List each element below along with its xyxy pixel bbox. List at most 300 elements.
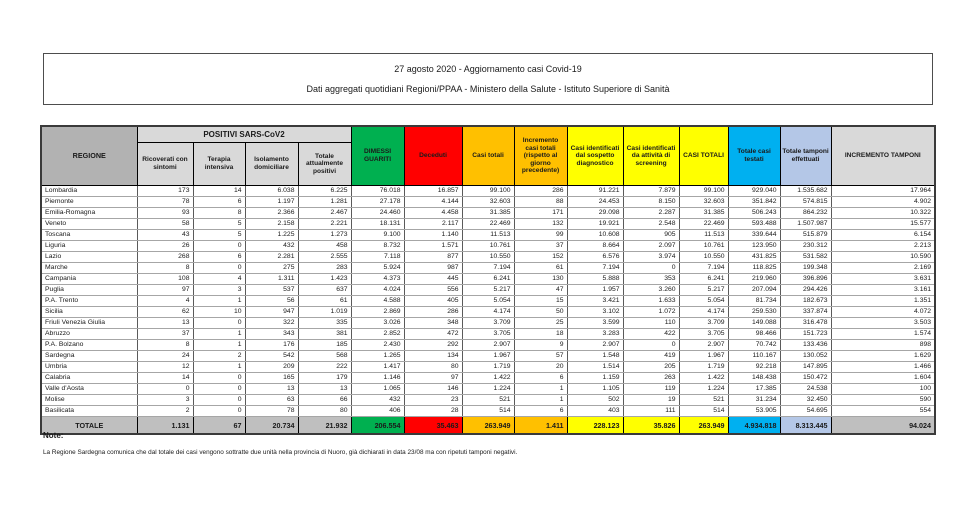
value-cell: 877 <box>404 252 462 263</box>
value-cell: 3 <box>193 285 245 296</box>
value-cell: 91.221 <box>567 186 623 197</box>
value-cell: 29.098 <box>567 208 623 219</box>
value-cell: 406 <box>351 406 404 417</box>
value-cell: 1 <box>514 395 567 406</box>
value-cell: 4.174 <box>679 307 728 318</box>
value-cell: 8 <box>137 263 193 274</box>
table-row <box>41 406 935 417</box>
value-cell: 1.466 <box>831 362 935 373</box>
value-cell: 1.719 <box>462 362 514 373</box>
value-cell: 351.842 <box>728 197 780 208</box>
value-cell: 56 <box>245 296 298 307</box>
column-header-isolamento: Isolamento domiciliare <box>245 143 298 186</box>
value-cell: 76.018 <box>351 186 404 197</box>
value-cell: 21.932 <box>298 417 351 435</box>
value-cell: 93 <box>137 208 193 219</box>
value-cell: 99.100 <box>462 186 514 197</box>
value-cell: 2.221 <box>298 219 351 230</box>
region-cell: Campania <box>41 274 137 285</box>
value-cell: 286 <box>404 307 462 318</box>
region-cell: Calabria <box>41 373 137 384</box>
value-cell: 80 <box>404 362 462 373</box>
value-cell: 66 <box>298 395 351 406</box>
value-cell: 515.879 <box>780 230 831 241</box>
value-cell: 5.054 <box>679 296 728 307</box>
value-cell: 17.385 <box>728 384 780 395</box>
value-cell: 9 <box>514 340 567 351</box>
value-cell: 81.734 <box>728 296 780 307</box>
value-cell: 1.957 <box>567 285 623 296</box>
table-row <box>41 263 935 274</box>
value-cell: 2.366 <box>245 208 298 219</box>
value-cell: 27.178 <box>351 197 404 208</box>
value-cell: 207.094 <box>728 285 780 296</box>
value-cell: 1.411 <box>514 417 567 435</box>
value-cell: 396.896 <box>780 274 831 285</box>
value-cell: 133.436 <box>780 340 831 351</box>
value-cell: 0 <box>193 395 245 406</box>
value-cell: 348 <box>404 318 462 329</box>
value-cell: 24.453 <box>567 197 623 208</box>
value-cell: 514 <box>679 406 728 417</box>
value-cell: 283 <box>298 263 351 274</box>
value-cell: 173 <box>137 186 193 197</box>
value-cell: 1.105 <box>567 384 623 395</box>
value-cell: 1.719 <box>679 362 728 373</box>
value-cell: 24 <box>137 351 193 362</box>
value-cell: 88 <box>514 197 567 208</box>
value-cell: 12 <box>137 362 193 373</box>
value-cell: 1.225 <box>245 230 298 241</box>
value-cell: 32.603 <box>462 197 514 208</box>
column-header-totale-casi-testati: Totale casi testati <box>728 126 780 186</box>
region-cell: Toscana <box>41 230 137 241</box>
region-cell: Valle d'Aosta <box>41 384 137 395</box>
table-row <box>41 285 935 296</box>
value-cell: 2.869 <box>351 307 404 318</box>
value-cell: 10.550 <box>462 252 514 263</box>
region-cell: Umbria <box>41 362 137 373</box>
region-cell: Sardegna <box>41 351 137 362</box>
value-cell: 4.458 <box>404 208 462 219</box>
value-cell: 31.385 <box>679 208 728 219</box>
value-cell: 6 <box>514 406 567 417</box>
value-cell: 0 <box>193 318 245 329</box>
table-row <box>41 230 935 241</box>
value-cell: 37 <box>514 241 567 252</box>
region-cell: Lombardia <box>41 186 137 197</box>
value-cell: 5 <box>193 219 245 230</box>
value-cell: 2.555 <box>298 252 351 263</box>
value-cell: 542 <box>245 351 298 362</box>
value-cell: 7.879 <box>623 186 679 197</box>
value-cell: 1.131 <box>137 417 193 435</box>
value-cell: 10.550 <box>679 252 728 263</box>
value-cell: 1.146 <box>351 373 404 384</box>
value-cell: 11.513 <box>462 230 514 241</box>
value-cell: 8 <box>137 340 193 351</box>
value-cell: 3.705 <box>679 329 728 340</box>
value-cell: 78 <box>245 406 298 417</box>
value-cell: 22.469 <box>679 219 728 230</box>
value-cell: 335 <box>298 318 351 329</box>
table-row <box>41 208 935 219</box>
value-cell: 574.815 <box>780 197 831 208</box>
value-cell: 3.102 <box>567 307 623 318</box>
value-cell: 554 <box>831 406 935 417</box>
value-cell: 1.548 <box>567 351 623 362</box>
value-cell: 1 <box>193 340 245 351</box>
value-cell: 2.548 <box>623 219 679 230</box>
report-subtitle: Dati aggregati quotidiani Regioni/PPAA - Ministero della Salute - Istituto Superiore di Sanità <box>306 84 670 94</box>
value-cell: 6.241 <box>462 274 514 285</box>
value-cell: 0 <box>137 384 193 395</box>
value-cell: 97 <box>404 373 462 384</box>
value-cell: 43 <box>137 230 193 241</box>
value-cell: 4.174 <box>462 307 514 318</box>
region-cell: Piemonte <box>41 197 137 208</box>
column-group-header-positivi: POSITIVI SARS-CoV2 <box>137 126 351 143</box>
value-cell: 6.225 <box>298 186 351 197</box>
value-cell: 10 <box>193 307 245 318</box>
value-cell: 28 <box>404 406 462 417</box>
value-cell: 4.902 <box>831 197 935 208</box>
value-cell: 130.052 <box>780 351 831 362</box>
value-cell: 179 <box>298 373 351 384</box>
table-row <box>41 329 935 340</box>
value-cell: 8.732 <box>351 241 404 252</box>
value-cell: 228.123 <box>567 417 623 435</box>
value-cell: 80 <box>298 406 351 417</box>
value-cell: 53.905 <box>728 406 780 417</box>
value-cell: 292 <box>404 340 462 351</box>
table-row <box>41 274 935 285</box>
table-row <box>41 197 935 208</box>
value-cell: 11.513 <box>679 230 728 241</box>
value-cell: 3.161 <box>831 285 935 296</box>
value-cell: 10.322 <box>831 208 935 219</box>
table-row <box>41 351 935 362</box>
value-cell: 17.964 <box>831 186 935 197</box>
value-cell: 316.478 <box>780 318 831 329</box>
value-cell: 25 <box>514 318 567 329</box>
value-cell: 5.217 <box>462 285 514 296</box>
value-cell: 2.213 <box>831 241 935 252</box>
value-cell: 405 <box>404 296 462 307</box>
table-row <box>41 219 935 230</box>
value-cell: 1.507.987 <box>780 219 831 230</box>
value-cell: 263.949 <box>679 417 728 435</box>
value-cell: 2.907 <box>567 340 623 351</box>
value-cell: 3.709 <box>679 318 728 329</box>
note-text: La Regione Sardegna comunica che dal totale dei casi vengono sottratte due unità nella provincia di Nuoro, già dichiarati in data 23/08 ma con ripetuti tamponi negativi. <box>43 449 518 456</box>
value-cell: 147.895 <box>780 362 831 373</box>
value-cell: 1.224 <box>679 384 728 395</box>
value-cell: 6.241 <box>679 274 728 285</box>
value-cell: 47 <box>514 285 567 296</box>
value-cell: 0 <box>623 263 679 274</box>
value-cell: 2 <box>137 406 193 417</box>
value-cell: 0 <box>193 241 245 252</box>
value-cell: 2.430 <box>351 340 404 351</box>
value-cell: 16.857 <box>404 186 462 197</box>
value-cell: 3.974 <box>623 252 679 263</box>
value-cell: 99.100 <box>679 186 728 197</box>
value-cell: 432 <box>245 241 298 252</box>
value-cell: 521 <box>462 395 514 406</box>
value-cell: 6.038 <box>245 186 298 197</box>
value-cell: 5.924 <box>351 263 404 274</box>
value-cell: 1.571 <box>404 241 462 252</box>
value-cell: 4 <box>137 296 193 307</box>
value-cell: 130 <box>514 274 567 285</box>
value-cell: 108 <box>137 274 193 285</box>
value-cell: 0 <box>193 373 245 384</box>
value-cell: 20 <box>514 362 567 373</box>
value-cell: 50 <box>514 307 567 318</box>
value-cell: 3.709 <box>462 318 514 329</box>
value-cell: 8.313.445 <box>780 417 831 435</box>
value-cell: 1.159 <box>567 373 623 384</box>
value-cell: 3 <box>137 395 193 406</box>
value-cell: 4.024 <box>351 285 404 296</box>
total-row <box>41 417 935 435</box>
value-cell: 353 <box>623 274 679 285</box>
value-cell: 458 <box>298 241 351 252</box>
value-cell: 5.054 <box>462 296 514 307</box>
report-title: 27 agosto 2020 - Aggiornamento casi Covid-19 <box>394 64 582 74</box>
value-cell: 1.967 <box>462 351 514 362</box>
value-cell: 593.488 <box>728 219 780 230</box>
value-cell: 222 <box>298 362 351 373</box>
value-cell: 521 <box>679 395 728 406</box>
value-cell: 10.761 <box>462 241 514 252</box>
table-body <box>41 186 935 435</box>
value-cell: 0 <box>623 340 679 351</box>
value-cell: 339.644 <box>728 230 780 241</box>
value-cell: 1.311 <box>245 274 298 285</box>
value-cell: 5.888 <box>567 274 623 285</box>
value-cell: 6.154 <box>831 230 935 241</box>
table-row <box>41 362 935 373</box>
value-cell: 67 <box>193 417 245 435</box>
column-header-incremento-casi: Incremento casi totali (rispetto al giorno precedente) <box>514 126 567 186</box>
region-cell: TOTALE <box>41 417 137 435</box>
column-header-casi-totali: Casi totali <box>462 126 514 186</box>
table-row <box>41 340 935 351</box>
table-row <box>41 318 935 329</box>
region-cell: Abruzzo <box>41 329 137 340</box>
value-cell: 514 <box>462 406 514 417</box>
value-cell: 123.950 <box>728 241 780 252</box>
value-cell: 8.664 <box>567 241 623 252</box>
value-cell: 1.633 <box>623 296 679 307</box>
value-cell: 537 <box>245 285 298 296</box>
value-cell: 4 <box>193 274 245 285</box>
value-cell: 149.088 <box>728 318 780 329</box>
value-cell: 230.312 <box>780 241 831 252</box>
region-cell: Veneto <box>41 219 137 230</box>
value-cell: 119 <box>623 384 679 395</box>
value-cell: 2.117 <box>404 219 462 230</box>
value-cell: 6 <box>514 373 567 384</box>
value-cell: 4.934.818 <box>728 417 780 435</box>
value-cell: 403 <box>567 406 623 417</box>
value-cell: 905 <box>623 230 679 241</box>
value-cell: 1.423 <box>298 274 351 285</box>
region-cell: Puglia <box>41 285 137 296</box>
table-row <box>41 186 935 197</box>
value-cell: 100 <box>831 384 935 395</box>
value-cell: 4.072 <box>831 307 935 318</box>
value-cell: 556 <box>404 285 462 296</box>
column-header-sospetto-diagnostico: Casi identificati dal sospetto diagnostico <box>567 126 623 186</box>
value-cell: 1 <box>193 362 245 373</box>
value-cell: 1.072 <box>623 307 679 318</box>
value-cell: 24.538 <box>780 384 831 395</box>
column-header-terapia-intensiva: Terapia intensiva <box>193 143 245 186</box>
value-cell: 1.967 <box>679 351 728 362</box>
value-cell: 1.281 <box>298 197 351 208</box>
value-cell: 22.469 <box>462 219 514 230</box>
value-cell: 98.466 <box>728 329 780 340</box>
column-header-incremento-tamponi: INCREMENTO TAMPONI <box>831 126 935 186</box>
value-cell: 1 <box>514 384 567 395</box>
value-cell: 7.194 <box>679 263 728 274</box>
column-header-regione: REGIONE <box>41 126 137 186</box>
value-cell: 864.232 <box>780 208 831 219</box>
value-cell: 70.742 <box>728 340 780 351</box>
value-cell: 8 <box>193 208 245 219</box>
value-cell: 2.158 <box>245 219 298 230</box>
value-cell: 32.450 <box>780 395 831 406</box>
value-cell: 57 <box>514 351 567 362</box>
value-cell: 1.514 <box>567 362 623 373</box>
value-cell: 2.281 <box>245 252 298 263</box>
value-cell: 431.825 <box>728 252 780 263</box>
value-cell: 10.608 <box>567 230 623 241</box>
column-header-dimessi-guariti: DIMESSI GUARITI <box>351 126 404 186</box>
value-cell: 1 <box>193 296 245 307</box>
value-cell: 23 <box>404 395 462 406</box>
note-label: Note: <box>43 431 64 440</box>
value-cell: 110 <box>623 318 679 329</box>
value-cell: 263 <box>623 373 679 384</box>
region-cell: Molise <box>41 395 137 406</box>
value-cell: 176 <box>245 340 298 351</box>
value-cell: 898 <box>831 340 935 351</box>
value-cell: 637 <box>298 285 351 296</box>
value-cell: 445 <box>404 274 462 285</box>
value-cell: 9.100 <box>351 230 404 241</box>
value-cell: 58 <box>137 219 193 230</box>
value-cell: 150.472 <box>780 373 831 384</box>
region-cell: P.A. Bolzano <box>41 340 137 351</box>
value-cell: 62 <box>137 307 193 318</box>
table-row <box>41 241 935 252</box>
region-cell: Lazio <box>41 252 137 263</box>
value-cell: 2.907 <box>679 340 728 351</box>
value-cell: 35.826 <box>623 417 679 435</box>
value-cell: 506.243 <box>728 208 780 219</box>
value-cell: 97 <box>137 285 193 296</box>
region-cell: Friuli Venezia Giulia <box>41 318 137 329</box>
value-cell: 19.921 <box>567 219 623 230</box>
value-cell: 5.217 <box>679 285 728 296</box>
value-cell: 4.144 <box>404 197 462 208</box>
value-cell: 1.197 <box>245 197 298 208</box>
region-cell: Marche <box>41 263 137 274</box>
table-row <box>41 296 935 307</box>
value-cell: 531.582 <box>780 252 831 263</box>
value-cell: 7.118 <box>351 252 404 263</box>
value-cell: 199.348 <box>780 263 831 274</box>
value-cell: 13 <box>298 384 351 395</box>
value-cell: 1.574 <box>831 329 935 340</box>
value-cell: 3.283 <box>567 329 623 340</box>
value-cell: 3.421 <box>567 296 623 307</box>
value-cell: 1.273 <box>298 230 351 241</box>
value-cell: 4.588 <box>351 296 404 307</box>
value-cell: 6 <box>193 197 245 208</box>
column-header-attualmente-positivi: Totale attualmente positivi <box>298 143 351 186</box>
value-cell: 31.385 <box>462 208 514 219</box>
value-cell: 182.673 <box>780 296 831 307</box>
value-cell: 134 <box>404 351 462 362</box>
value-cell: 118.825 <box>728 263 780 274</box>
value-cell: 110.167 <box>728 351 780 362</box>
value-cell: 2.097 <box>623 241 679 252</box>
column-header-ricoverati: Ricoverati con sintomi <box>137 143 193 186</box>
value-cell: 37 <box>137 329 193 340</box>
value-cell: 3.026 <box>351 318 404 329</box>
value-cell: 32.603 <box>679 197 728 208</box>
value-cell: 151.723 <box>780 329 831 340</box>
value-cell: 13 <box>245 384 298 395</box>
value-cell: 294.426 <box>780 285 831 296</box>
table-row <box>41 307 935 318</box>
covid-data-table <box>40 125 936 435</box>
value-cell: 6 <box>193 252 245 263</box>
value-cell: 947 <box>245 307 298 318</box>
value-cell: 92.218 <box>728 362 780 373</box>
value-cell: 24.460 <box>351 208 404 219</box>
value-cell: 987 <box>404 263 462 274</box>
value-cell: 10.590 <box>831 252 935 263</box>
value-cell: 20.734 <box>245 417 298 435</box>
value-cell: 13 <box>137 318 193 329</box>
value-cell: 61 <box>298 296 351 307</box>
value-cell: 10.761 <box>679 241 728 252</box>
value-cell: 205 <box>623 362 679 373</box>
value-cell: 1.629 <box>831 351 935 362</box>
value-cell: 3.260 <box>623 285 679 296</box>
value-cell: 209 <box>245 362 298 373</box>
region-cell: Emilia-Romagna <box>41 208 137 219</box>
value-cell: 61 <box>514 263 567 274</box>
value-cell: 3.631 <box>831 274 935 285</box>
value-cell: 15.577 <box>831 219 935 230</box>
value-cell: 7.194 <box>567 263 623 274</box>
value-cell: 7.194 <box>462 263 514 274</box>
value-cell: 0 <box>193 263 245 274</box>
value-cell: 590 <box>831 395 935 406</box>
value-cell: 2.907 <box>462 340 514 351</box>
value-cell: 94.024 <box>831 417 935 435</box>
value-cell: 502 <box>567 395 623 406</box>
column-header-casi-totali-giallo: CASI TOTALI <box>679 126 728 186</box>
value-cell: 2.852 <box>351 329 404 340</box>
